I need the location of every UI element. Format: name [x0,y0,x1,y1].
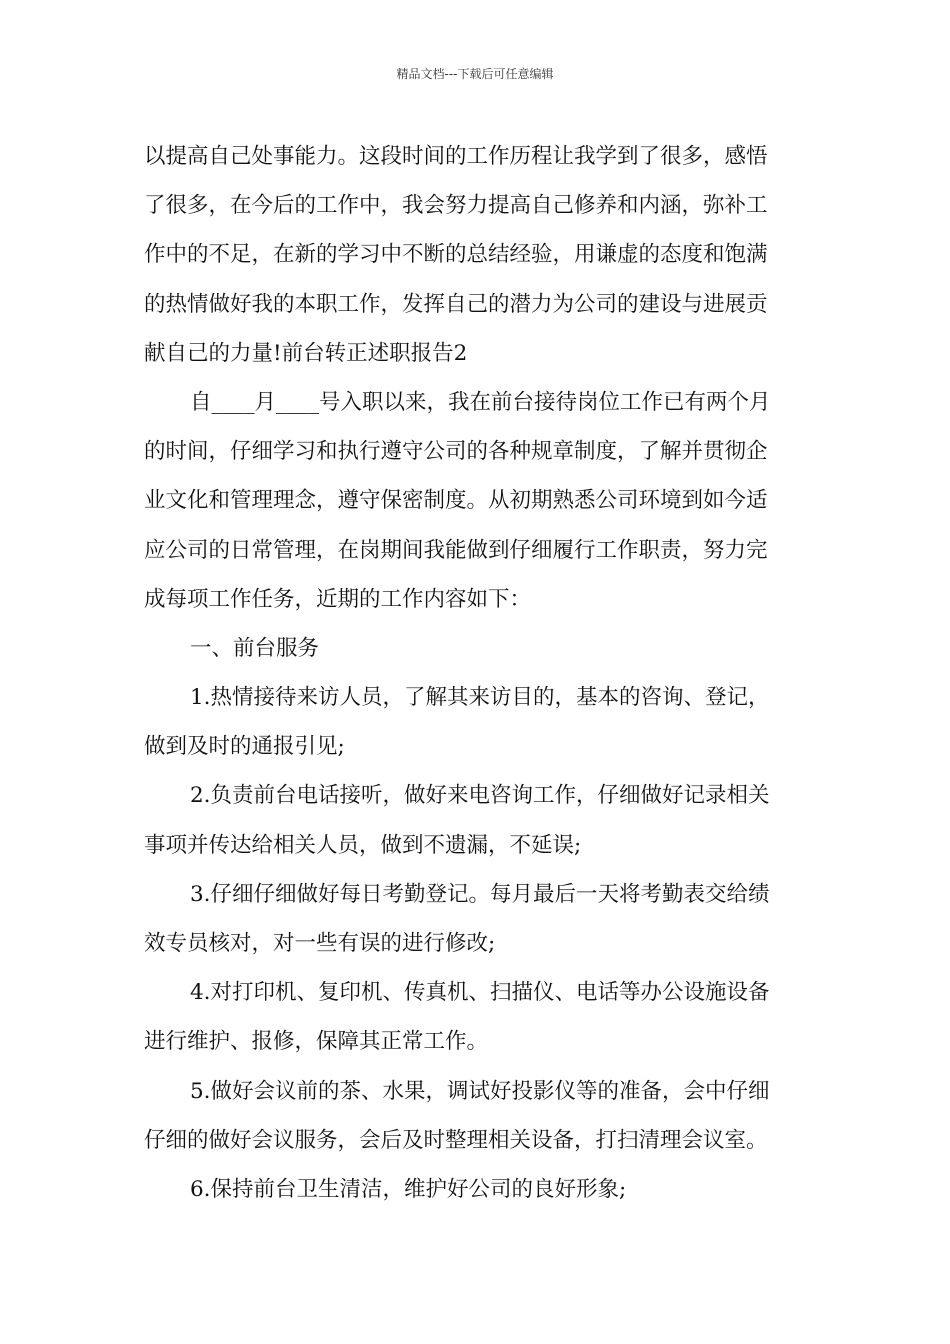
list-item-1-cont: 做到及时的通报引见; [144,734,345,760]
document-body [144,132,808,1214]
list-item-2-start: 2.负责前台电话接听，做好来电咨询工作，仔细做好记录相关 [190,783,770,809]
text-line: 献自己的力量!前台转正述职报告2 [144,340,468,366]
list-item-5-cont: 仔细的做好会议服务，会后及时整理相关设备，打扫清理会议室。 [144,1127,768,1153]
text-line: 业文化和管理理念，遵守保密制度。从初期熟悉公司环境到如今适 [144,488,768,514]
list-item-4-cont: 进行维护、报修，保障其正常工作。 [144,1029,489,1055]
section-heading: 一、前台服务 [190,635,320,661]
text-line: 了很多，在今后的工作中，我会努力提高自己修养和内涵，弥补工 [144,193,768,219]
list-item-3-start: 3.仔细仔细做好每日考勤登记。每月最后一天将考勤表交给绩 [190,881,770,907]
text-line: 以提高自己处事能力。这段时间的工作历程让我学到了很多，感悟 [144,144,768,169]
paragraph-start-line: 自____月____号入职以来，我在前台接待岗位工作已有两个月 [190,389,771,415]
list-item-3-cont: 效专员核对，对一些有误的进行修改; [144,931,496,956]
text-line: 应公司的日常管理，在岗期间我能做到仔细履行工作职责，努力完 [144,537,768,563]
page-header: 精品文档---下载后可任意编辑 [396,67,554,81]
list-item-6-start: 6.保持前台卫生清洁，维护好公司的良好形象; [190,1176,627,1202]
text-line: 的时间，仔细学习和执行遵守公司的各种规章制度，了解并贯彻企 [144,439,768,465]
text-line: 成每项工作任务，近期的工作内容如下： [144,586,532,612]
list-item-2-cont: 事项并传达给相关人员，做到不遗漏，不延误; [144,832,582,858]
list-item-4-start: 4.对打印机、复印机、传真机、扫描仪、电话等办公设施设备 [190,980,770,1006]
text-line: 的热情做好我的本职工作，发挥自己的潜力为公司的建设与进展贡 [144,291,768,317]
text-line: 作中的不足，在新的学习中不断的总结经验，用谦虚的态度和饱满 [144,242,768,268]
list-item-5-start: 5.做好会议前的茶、水果，调试好投影仪等的准备，会中仔细 [190,1078,770,1104]
list-item-1-start: 1.热情接待来访人员，了解其来访目的，基本的咨询、登记， [190,685,770,711]
